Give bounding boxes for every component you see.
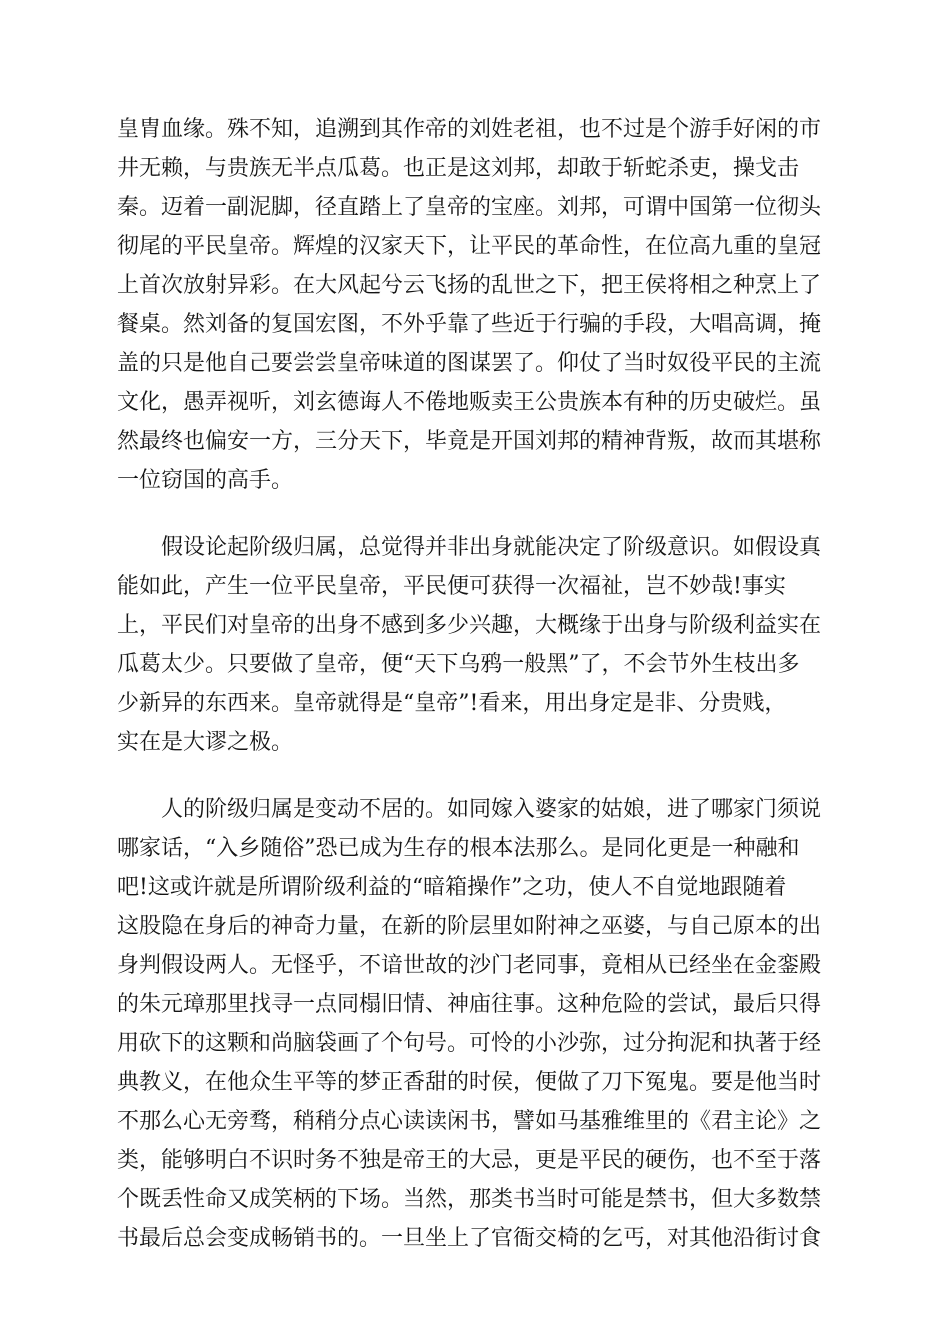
text-line: 典教义，在他众生平等的梦正香甜的时侯，便做了刀下冤鬼。要是他当时 (117, 1070, 822, 1095)
text-line: 实在是大谬之极。 (117, 730, 294, 755)
text-line: 文化，愚弄视听，刘玄德诲人不倦地贩卖王公贵族本有种的历史破烂。虽 (117, 390, 822, 415)
paragraph-3 (117, 790, 837, 1258)
text-line: 少新异的东西来。皇帝就得是“皇帝”!看来，用出身定是非、分贵贱， (117, 691, 787, 716)
text-line: 的朱元璋那里找寻一点同榻旧情、神庙往事。这种危险的尝试，最后只得 (117, 992, 822, 1017)
text-line: 井无赖，与贵族无半点瓜葛。也正是这刘邦，却敢于斩蛇杀吏，操戈击 (117, 156, 800, 181)
paragraph-spacer (117, 500, 837, 528)
text-line: 吧!这或许就是所谓阶级利益的“暗箱操作”之功，使人不自觉地跟随着 (117, 875, 787, 900)
text-line: 餐桌。然刘备的复国宏图，不外乎靠了些近于行骗的手段，大唱高调，掩 (117, 312, 822, 337)
text-line: 秦。迈着一副泥脚，径直踏上了皇帝的宝座。刘邦，可谓中国第一位彻头 (117, 195, 822, 220)
text-line: 上首次放射异彩。在大风起兮云飞扬的乱世之下，把王侯将相之种烹上了 (117, 273, 822, 298)
text-line: 然最终也偏安一方，三分天下，毕竟是开国刘邦的精神背叛，故而其堪称 (117, 429, 822, 454)
text-line: 类，能够明白不识时务不独是帝王的大忌，更是平民的硬伤，也不至于落 (117, 1148, 822, 1173)
text-line: 不那么心无旁骛，稍稍分点心读读闲书，譬如马基雅维里的《君主论》之 (117, 1109, 822, 1134)
text-line: 彻尾的平民皇帝。辉煌的汉家天下，让平民的革命性，在位高九重的皇冠 (117, 234, 822, 259)
text-line: 身判假设两人。无怪乎，不谙世故的沙门老同事，竟相从已经坐在金銮殿 (117, 953, 822, 978)
paragraph-2 (117, 528, 837, 762)
text-line: 这股隐在身后的神奇力量，在新的阶层里如附神之巫婆，与自己原本的出 (117, 914, 822, 939)
text-line: 哪家话，“入乡随俗”恐已成为生存的根本法那么。是同化更是一种融和 (117, 836, 800, 861)
body-text (117, 110, 837, 1258)
text-line: 皇胄血缘。殊不知，追溯到其作帝的刘姓老祖，也不过是个游手好闲的市 (117, 117, 822, 142)
text-line: 用砍下的这颗和尚脑袋画了个句号。可怜的小沙弥，过分拘泥和执著于经 (117, 1031, 822, 1056)
text-line: 上，平民们对皇帝的出身不感到多少兴趣，大概缘于出身与阶级利益实在 (117, 613, 822, 638)
text-line: 假设论起阶级归属，总觉得并非出身就能决定了阶级意识。如假设真 (117, 535, 822, 560)
text-line: 书最后总会变成畅销书的。一旦坐上了官衙交椅的乞丐，对其他沿街讨食 (117, 1226, 822, 1251)
paragraph-1 (117, 110, 837, 500)
text-line: 瓜葛太少。只要做了皇帝，便“天下乌鸦一般黑”了，不会节外生枝出多 (117, 652, 800, 677)
text-line: 人的阶级归属是变动不居的。如同嫁入婆家的姑娘，进了哪家门须说 (117, 797, 822, 822)
paragraph-spacer (117, 762, 837, 790)
text-line: 个既丢性命又成笑柄的下场。当然，那类书当时可能是禁书，但大多数禁 (117, 1187, 822, 1212)
text-line: 盖的只是他自己要尝尝皇帝味道的图谋罢了。仰仗了当时奴役平民的主流 (117, 351, 822, 376)
text-line: 一位窃国的高手。 (117, 468, 294, 493)
text-line: 能如此，产生一位平民皇帝，平民便可获得一次福祉，岂不妙哉!事实 (117, 574, 786, 599)
